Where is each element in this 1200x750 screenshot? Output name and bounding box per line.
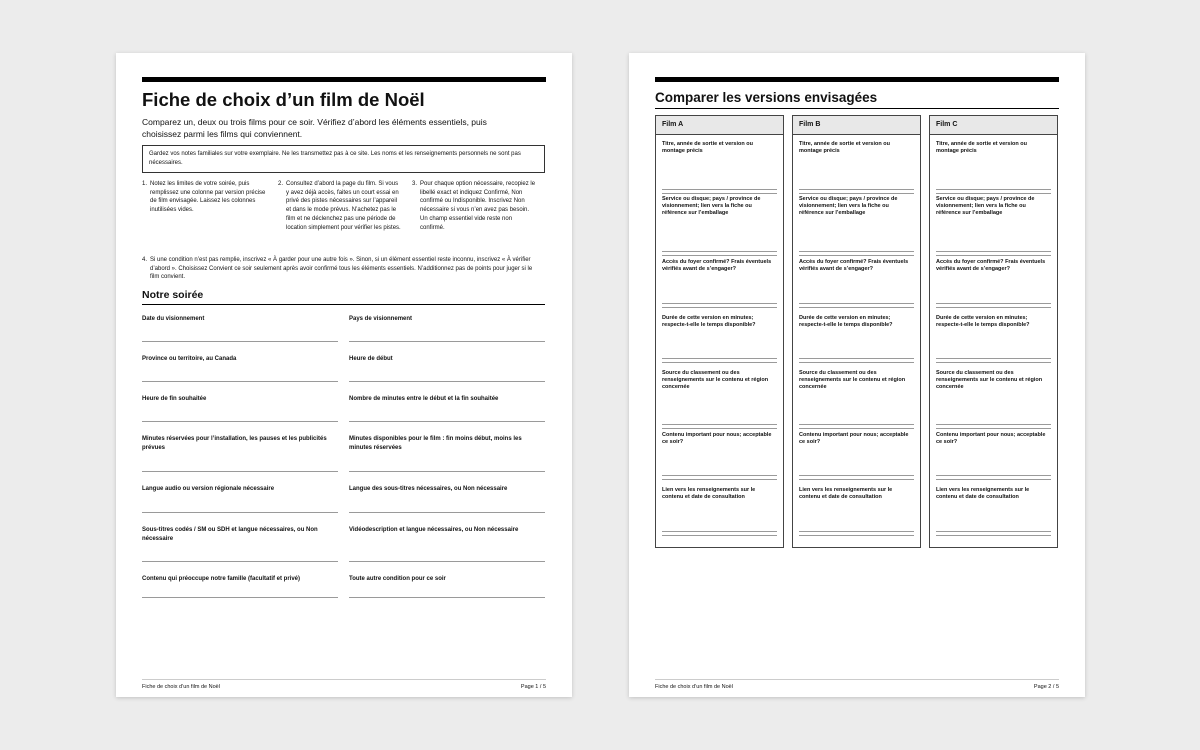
write-in-line[interactable] (799, 189, 914, 190)
field-label: Minutes disponibles pour le film : fin moins début, moins les minutes réservées (349, 436, 522, 451)
write-in-line[interactable] (349, 512, 545, 513)
write-in-line[interactable] (662, 358, 777, 359)
form-field[interactable] (349, 571, 545, 607)
write-in-line[interactable] (662, 189, 777, 190)
write-in-line[interactable] (936, 251, 1051, 252)
page-1 (116, 53, 572, 697)
top-rule (655, 77, 1059, 82)
film-field[interactable] (936, 141, 1051, 155)
write-in-line[interactable] (662, 428, 777, 429)
film-field-label: Durée de cette version en minutes; respecte-t-elle le temps disponible? (799, 315, 893, 328)
write-in-line[interactable] (662, 535, 777, 536)
step-text: Notez les limites de votre soirée, puis remplissez une colonne par version précise de film envisagée. Laissez les colonnes inutilisées vides. (150, 181, 266, 214)
form-field[interactable] (349, 391, 545, 431)
film-field-label: Source du classement ou des renseignements sur le contenu et région concernée (936, 370, 1043, 390)
write-in-line[interactable] (349, 597, 545, 598)
field-label: Toute autre condition pour ce soir (349, 576, 446, 582)
write-in-line[interactable] (936, 475, 1051, 476)
write-in-line[interactable] (936, 531, 1051, 532)
field-label: Langue audio ou version régionale nécessaire (142, 486, 275, 492)
film-field[interactable] (799, 370, 914, 390)
film-field-label: Titre, année de sortie et version ou montage précis (799, 141, 890, 154)
film-field-label: Lien vers les renseignements sur le contenu et date de consultation (936, 487, 1030, 500)
film-field[interactable] (936, 259, 1051, 273)
write-in-line[interactable] (142, 341, 338, 342)
step-number: 1. (142, 181, 148, 187)
form-field[interactable] (142, 431, 338, 481)
field-row (142, 351, 545, 391)
page-2 (629, 53, 1085, 697)
film-field[interactable] (662, 315, 777, 329)
write-in-line[interactable] (799, 479, 914, 480)
film-field[interactable] (799, 432, 914, 446)
footer-title: Fiche de choix d’un film de Noël (142, 684, 220, 690)
film-field-label: Accès du foyer confirmé? Frais éventuels vérifiés avant de s’engager? (799, 259, 909, 272)
page-footer (655, 679, 1059, 690)
field-label: Heure de fin souhaitée (142, 396, 207, 402)
write-in-line[interactable] (142, 561, 338, 562)
film-field[interactable] (799, 196, 914, 216)
film-field[interactable] (799, 141, 914, 155)
field-label: Contenu qui préoccupe notre famille (facultatif et privé) (142, 576, 301, 582)
write-in-line[interactable] (799, 531, 914, 532)
write-in-line[interactable] (349, 341, 545, 342)
page-title: Fiche de choix d’un film de Noël (142, 89, 425, 110)
film-field[interactable] (662, 141, 777, 155)
film-field[interactable] (662, 487, 777, 501)
write-in-line[interactable] (799, 358, 914, 359)
field-row (142, 391, 545, 431)
form-field[interactable] (142, 391, 338, 431)
field-label: Minutes réservées pour l’installation, les pauses et les publicités prévues (142, 436, 327, 451)
film-field-label: Service ou disque; pays / province de visionnement; lien vers la fiche ou référence sur l’emballage (799, 196, 898, 216)
step-number: 3. (412, 181, 418, 187)
film-field-label: Titre, année de sortie et version ou montage précis (662, 141, 753, 154)
instruction-step (278, 180, 402, 232)
write-in-line[interactable] (799, 255, 914, 256)
page-number: Page 2 / 5 (1033, 684, 1059, 690)
film-field-label: Lien vers les renseignements sur le contenu et date de consultation (662, 487, 756, 500)
field-row (142, 571, 545, 607)
film-field-label: Service ou disque; pays / province de visionnement; lien vers la fiche ou référence sur l’emballage (936, 196, 1035, 216)
write-in-line[interactable] (662, 424, 777, 425)
write-in-line[interactable] (799, 424, 914, 425)
write-in-line[interactable] (349, 471, 545, 472)
write-in-line[interactable] (799, 475, 914, 476)
form-field[interactable] (349, 522, 545, 571)
instructions (142, 180, 545, 282)
step-number: 4. (142, 257, 148, 263)
step-number: 2. (278, 181, 284, 187)
film-field-label: Accès du foyer confirmé? Frais éventuels vérifiés avant de s’engager? (936, 259, 1046, 272)
film-field[interactable] (662, 432, 777, 446)
field-label: Heure de début (349, 356, 393, 362)
film-field[interactable] (662, 196, 777, 216)
field-row (142, 311, 545, 351)
film-field-label: Service ou disque; pays / province de visionnement; lien vers la fiche ou référence sur l’emballage (662, 196, 761, 216)
film-field-label: Source du classement ou des renseignements sur le contenu et région concernée (799, 370, 906, 390)
section-title: Notre soirée (142, 289, 545, 305)
film-field[interactable] (662, 370, 777, 390)
instruction-step (142, 256, 538, 282)
write-in-line[interactable] (662, 255, 777, 256)
film-field[interactable] (936, 487, 1051, 501)
field-label: Pays de visionnement (349, 316, 413, 322)
film-field-label: Titre, année de sortie et version ou montage précis (936, 141, 1027, 154)
field-row (142, 431, 545, 481)
film-field-label: Lien vers les renseignements sur le contenu et date de consultation (799, 487, 893, 500)
write-in-line[interactable] (662, 531, 777, 532)
film-field[interactable] (936, 315, 1051, 329)
step-text: Consultez d’abord la page du film. Si vous y avez déjà accès, faites un court essai en privé des pistes nécessaires sur l’appareil et dans le mode prévus. N’achetez pas le film et ne déclenchez pas une période de location simplement pour vérifier les pistes. (286, 181, 401, 231)
write-in-line[interactable] (936, 362, 1051, 363)
form-field[interactable] (142, 311, 338, 351)
film-field-label: Contenu important pour nous; acceptable ce soir? (936, 432, 1046, 445)
film-field-label: Contenu important pour nous; acceptable ce soir? (662, 432, 772, 445)
intro-text: Comparez un, deux ou trois films pour ce soir. Vérifiez d’abord les éléments essentiels, puis choisissez parmi les films qui conviennent. (142, 117, 487, 139)
field-label: Langue des sous-titres nécessaires, ou Non nécessaire (349, 486, 508, 492)
field-label: Vidéodescription et langue nécessaires, ou Non nécessaire (349, 527, 519, 533)
form-field[interactable] (142, 571, 338, 607)
film-field[interactable] (799, 259, 914, 273)
write-in-line[interactable] (142, 512, 338, 513)
write-in-line[interactable] (349, 561, 545, 562)
page-footer (142, 679, 546, 690)
write-in-line[interactable] (799, 251, 914, 252)
write-in-line[interactable] (936, 193, 1051, 194)
field-label: Sous-titres codés / SM ou SDH et langue nécessaires, ou Non nécessaire (142, 527, 318, 542)
write-in-line[interactable] (349, 381, 545, 382)
form-field[interactable] (349, 351, 545, 391)
form-field[interactable] (349, 311, 545, 351)
film-column (655, 115, 784, 548)
write-in-line[interactable] (936, 479, 1051, 480)
footer-title: Fiche de choix d’un film de Noël (655, 684, 733, 690)
write-in-line[interactable] (662, 251, 777, 252)
instruction-step (412, 180, 536, 232)
write-in-line[interactable] (799, 303, 914, 304)
title-rule (655, 108, 1059, 109)
page-number: Page 1 / 5 (520, 684, 546, 690)
write-in-line[interactable] (799, 428, 914, 429)
form-field[interactable] (142, 522, 338, 571)
write-in-line[interactable] (142, 421, 338, 422)
write-in-line[interactable] (662, 193, 777, 194)
form-field[interactable] (142, 481, 338, 522)
write-in-line[interactable] (936, 303, 1051, 304)
film-column-header: Film C (930, 116, 1057, 135)
film-column (792, 115, 921, 548)
write-in-line[interactable] (936, 307, 1051, 308)
film-field[interactable] (936, 370, 1051, 390)
form-field[interactable] (349, 481, 545, 522)
film-field-label: Contenu important pour nous; acceptable ce soir? (799, 432, 909, 445)
film-field[interactable] (799, 315, 914, 329)
film-column-header: Film A (656, 116, 783, 135)
write-in-line[interactable] (799, 307, 914, 308)
write-in-line[interactable] (142, 381, 338, 382)
form-field[interactable] (349, 431, 545, 481)
field-label: Province ou territoire, au Canada (142, 356, 237, 362)
write-in-line[interactable] (662, 362, 777, 363)
write-in-line[interactable] (936, 535, 1051, 536)
step-text: Pour chaque option nécessaire, recopiez le libellé exact et indiquez Confirmé, Non confirmé ou Indisponible. Inscrivez Non nécessaire si vous n’en avez pas besoin. Un champ essentiel vide reste non confirmé. (420, 181, 536, 231)
write-in-line[interactable] (662, 303, 777, 304)
top-rule (142, 77, 546, 82)
write-in-line[interactable] (936, 189, 1051, 190)
field-label: Nombre de minutes entre le début et la fin souhaitée (349, 396, 499, 402)
evening-fields (142, 311, 545, 607)
field-row (142, 522, 545, 571)
film-field-label: Durée de cette version en minutes; respecte-t-elle le temps disponible? (662, 315, 756, 328)
film-field[interactable] (936, 432, 1051, 446)
write-in-line[interactable] (662, 307, 777, 308)
field-row (142, 481, 545, 522)
write-in-line[interactable] (936, 358, 1051, 359)
privacy-note: Gardez vos notes familiales sur votre exemplaire. Ne les transmettez pas à ce site. Les noms et les renseignements personnels ne sont pas nécessaires. (142, 145, 545, 173)
write-in-line[interactable] (799, 193, 914, 194)
film-field[interactable] (662, 259, 777, 273)
film-field-label: Durée de cette version en minutes; respecte-t-elle le temps disponible? (936, 315, 1030, 328)
film-column-header: Film B (793, 116, 920, 135)
write-in-line[interactable] (936, 428, 1051, 429)
write-in-line[interactable] (799, 535, 914, 536)
write-in-line[interactable] (142, 471, 338, 472)
write-in-line[interactable] (662, 479, 777, 480)
form-field[interactable] (142, 351, 338, 391)
film-field-label: Source du classement ou des renseignements sur le contenu et région concernée (662, 370, 769, 390)
film-field[interactable] (799, 487, 914, 501)
write-in-line[interactable] (799, 362, 914, 363)
step-text: Si une condition n’est pas remplie, inscrivez « À garder pour une autre fois ». Sinon, si un élément essentiel reste inconnu, inscrivez « À vérifier d’abord ». Choisissez Convient ce soir seulement après avoir confirmé tous les éléments essentiels. N’additionnez pas de points pour juger si le film convient. (150, 257, 533, 281)
field-label: Date du visionnement (142, 316, 205, 322)
film-column (929, 115, 1058, 548)
write-in-line[interactable] (936, 424, 1051, 425)
page-title: Comparer les versions envisagées (655, 90, 878, 105)
instruction-step (142, 180, 266, 215)
write-in-line[interactable] (349, 421, 545, 422)
write-in-line[interactable] (662, 475, 777, 476)
film-field[interactable] (936, 196, 1051, 216)
write-in-line[interactable] (142, 597, 338, 598)
write-in-line[interactable] (936, 255, 1051, 256)
film-field-label: Accès du foyer confirmé? Frais éventuels vérifiés avant de s’engager? (662, 259, 772, 272)
